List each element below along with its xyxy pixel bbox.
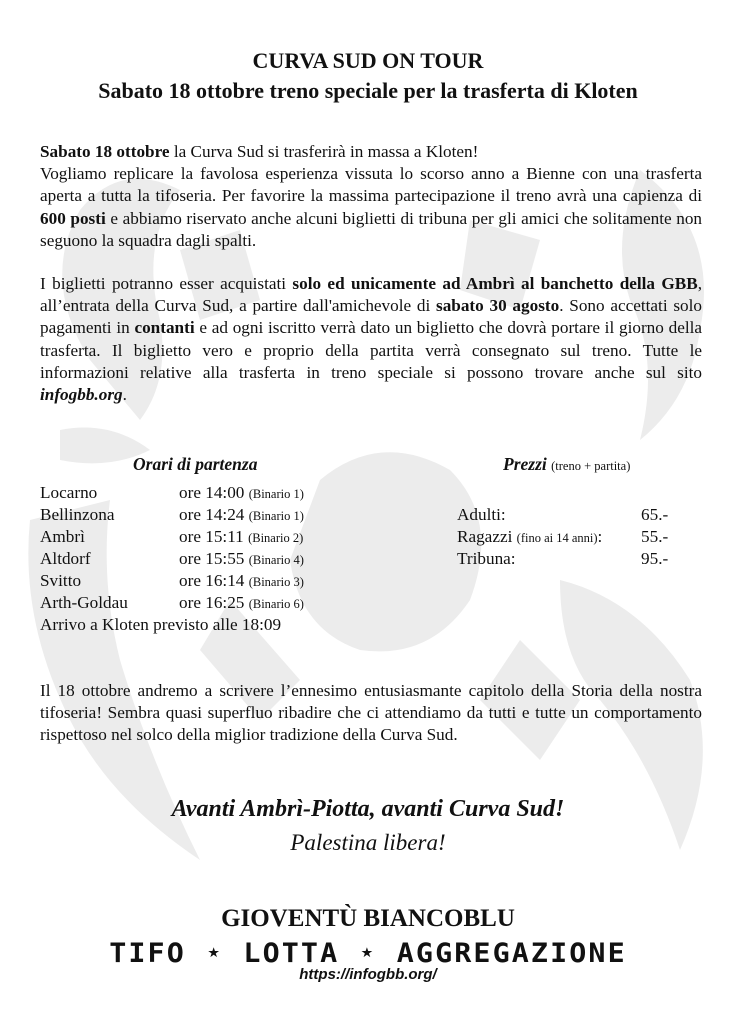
departure-time-group (179, 592, 304, 615)
departure-row (40, 504, 370, 526)
departure-city: Arth-Goldau (40, 593, 128, 612)
departure-time-group (179, 482, 304, 505)
departure-platform: (Binario 1) (248, 509, 304, 523)
departure-time: ore 16:14 (179, 571, 245, 590)
text-span: la Curva Sud si trasferirà in massa a Kloten! (169, 142, 479, 161)
price-amount: 55.- (641, 527, 669, 546)
departure-city: Ambrì (40, 527, 85, 546)
price-amount: 65.- (641, 505, 669, 524)
text-span: Vogliamo replicare la favolosa esperienza vissuta lo scorso anno a Bienne con una trasferta aperta a tutta la tifoseria. Per favorire la massima partecipazione il treno avrà una capienza di (40, 164, 702, 206)
departure-row (40, 526, 370, 548)
slogan-main: Avanti Ambrì-Piotta, avanti Curva Sud! (171, 796, 565, 822)
price-note: (fino ai 14 anni) (516, 531, 598, 545)
bold-seats: 600 posti (40, 208, 106, 228)
text-span: , all’entrata della Curva Sud, a partire dall'amichevole di (40, 274, 702, 316)
departure-city: Svitto (40, 571, 82, 590)
bold-date: Sabato 18 ottobre (40, 142, 170, 161)
departure-city: Locarno (40, 483, 98, 502)
organization-name: GIOVENTÙ BIANCOBLU (221, 905, 515, 932)
departure-time-group (179, 504, 304, 527)
departure-platform: (Binario 1) (248, 487, 304, 501)
departure-platform: (Binario 3) (248, 575, 304, 589)
arrival-row (40, 614, 370, 636)
ticket-paragraph (40, 273, 702, 406)
price-suffix: : (597, 527, 603, 546)
departure-time: ore 16:25 (179, 593, 245, 612)
departure-city: Bellinzona (40, 505, 115, 524)
departure-row (40, 482, 370, 504)
price-category: Ragazzi (457, 527, 513, 546)
site-link[interactable]: infogbb.org (40, 385, 123, 405)
departure-platform: (Binario 4) (248, 553, 304, 567)
price-row (457, 548, 697, 570)
departures-table (40, 482, 370, 636)
departure-row (40, 548, 370, 570)
motto: TIFO ⋆ LOTTA ⋆ AGGREGAZIONE (109, 938, 627, 969)
departure-time: ore 15:55 (179, 549, 245, 568)
departure-time: ore 14:24 (179, 505, 245, 524)
page-title: CURVA SUD ON TOUR (252, 48, 484, 73)
slogan-secondary: Palestina libera! (290, 830, 446, 855)
departure-time: ore 14:00 (179, 483, 245, 502)
price-category-group (457, 526, 602, 549)
departure-city: Altdorf (40, 549, 91, 568)
text-span: e abbiamo riservato anche alcuni biglietti di tribuna per gli amici che solitamente non seguono la squadra dagli spalti. (40, 208, 703, 250)
departure-time-group (179, 526, 303, 549)
bold-start-date: sabato 30 agosto (436, 296, 560, 316)
text-span: e ad ogni iscritto verrà dato un biglietto che dovrà portare il giorno della trasferta. Il biglietto vero e proprio della partita verrà consegnato sul treno. Tutte le informazioni relative alla trasferta in treno speciale si possono trovare anche sul sito (40, 318, 702, 382)
departure-time-group (179, 548, 304, 571)
departures-heading: Orari di partenza (133, 454, 258, 474)
departure-row (40, 570, 370, 592)
price-category: Tribuna: (457, 549, 516, 568)
footer-url[interactable]: https://infogbb.org/ (299, 966, 437, 983)
departure-platform: (Binario 2) (248, 531, 304, 545)
closing-paragraph: Il 18 ottobre andremo a scrivere l’ennesimo entusiasmante capitolo della Storia della nostra tifoseria! Sembra quasi superfluo ribadire che ci attendiamo da tutti e tutte un comportamento rispettoso nel solco della miglior tradizione della Curva Sud. (40, 681, 702, 745)
prices-heading (503, 454, 630, 475)
page-subtitle: Sabato 18 ottobre treno speciale per la trasferta di Kloten (98, 78, 638, 103)
bold-location: solo ed unicamente ad Ambrì al banchetto della GBB (292, 274, 698, 293)
bold-cash: contanti (134, 318, 195, 338)
departure-row (40, 592, 370, 614)
price-row (457, 504, 697, 526)
departure-platform: (Binario 6) (248, 597, 304, 611)
price-row (457, 526, 697, 548)
departure-time: ore 15:11 (179, 527, 244, 546)
arrival-time: Arrivo a Kloten previsto alle 18:09 (40, 615, 282, 634)
price-amount: 95.- (641, 549, 669, 568)
text-span: . (122, 385, 127, 405)
price-category: Adulti: (457, 505, 506, 524)
prices-heading-note: (treno + partita) (551, 459, 631, 473)
intro-paragraph (40, 141, 702, 252)
departure-time-group (179, 570, 304, 593)
prices-heading-label: Prezzi (503, 454, 547, 474)
text-span: I biglietti potranno esser acquistati (40, 274, 293, 293)
prices-table (457, 504, 697, 570)
text-span: . Sono accettati solo pagamenti in (40, 296, 702, 338)
